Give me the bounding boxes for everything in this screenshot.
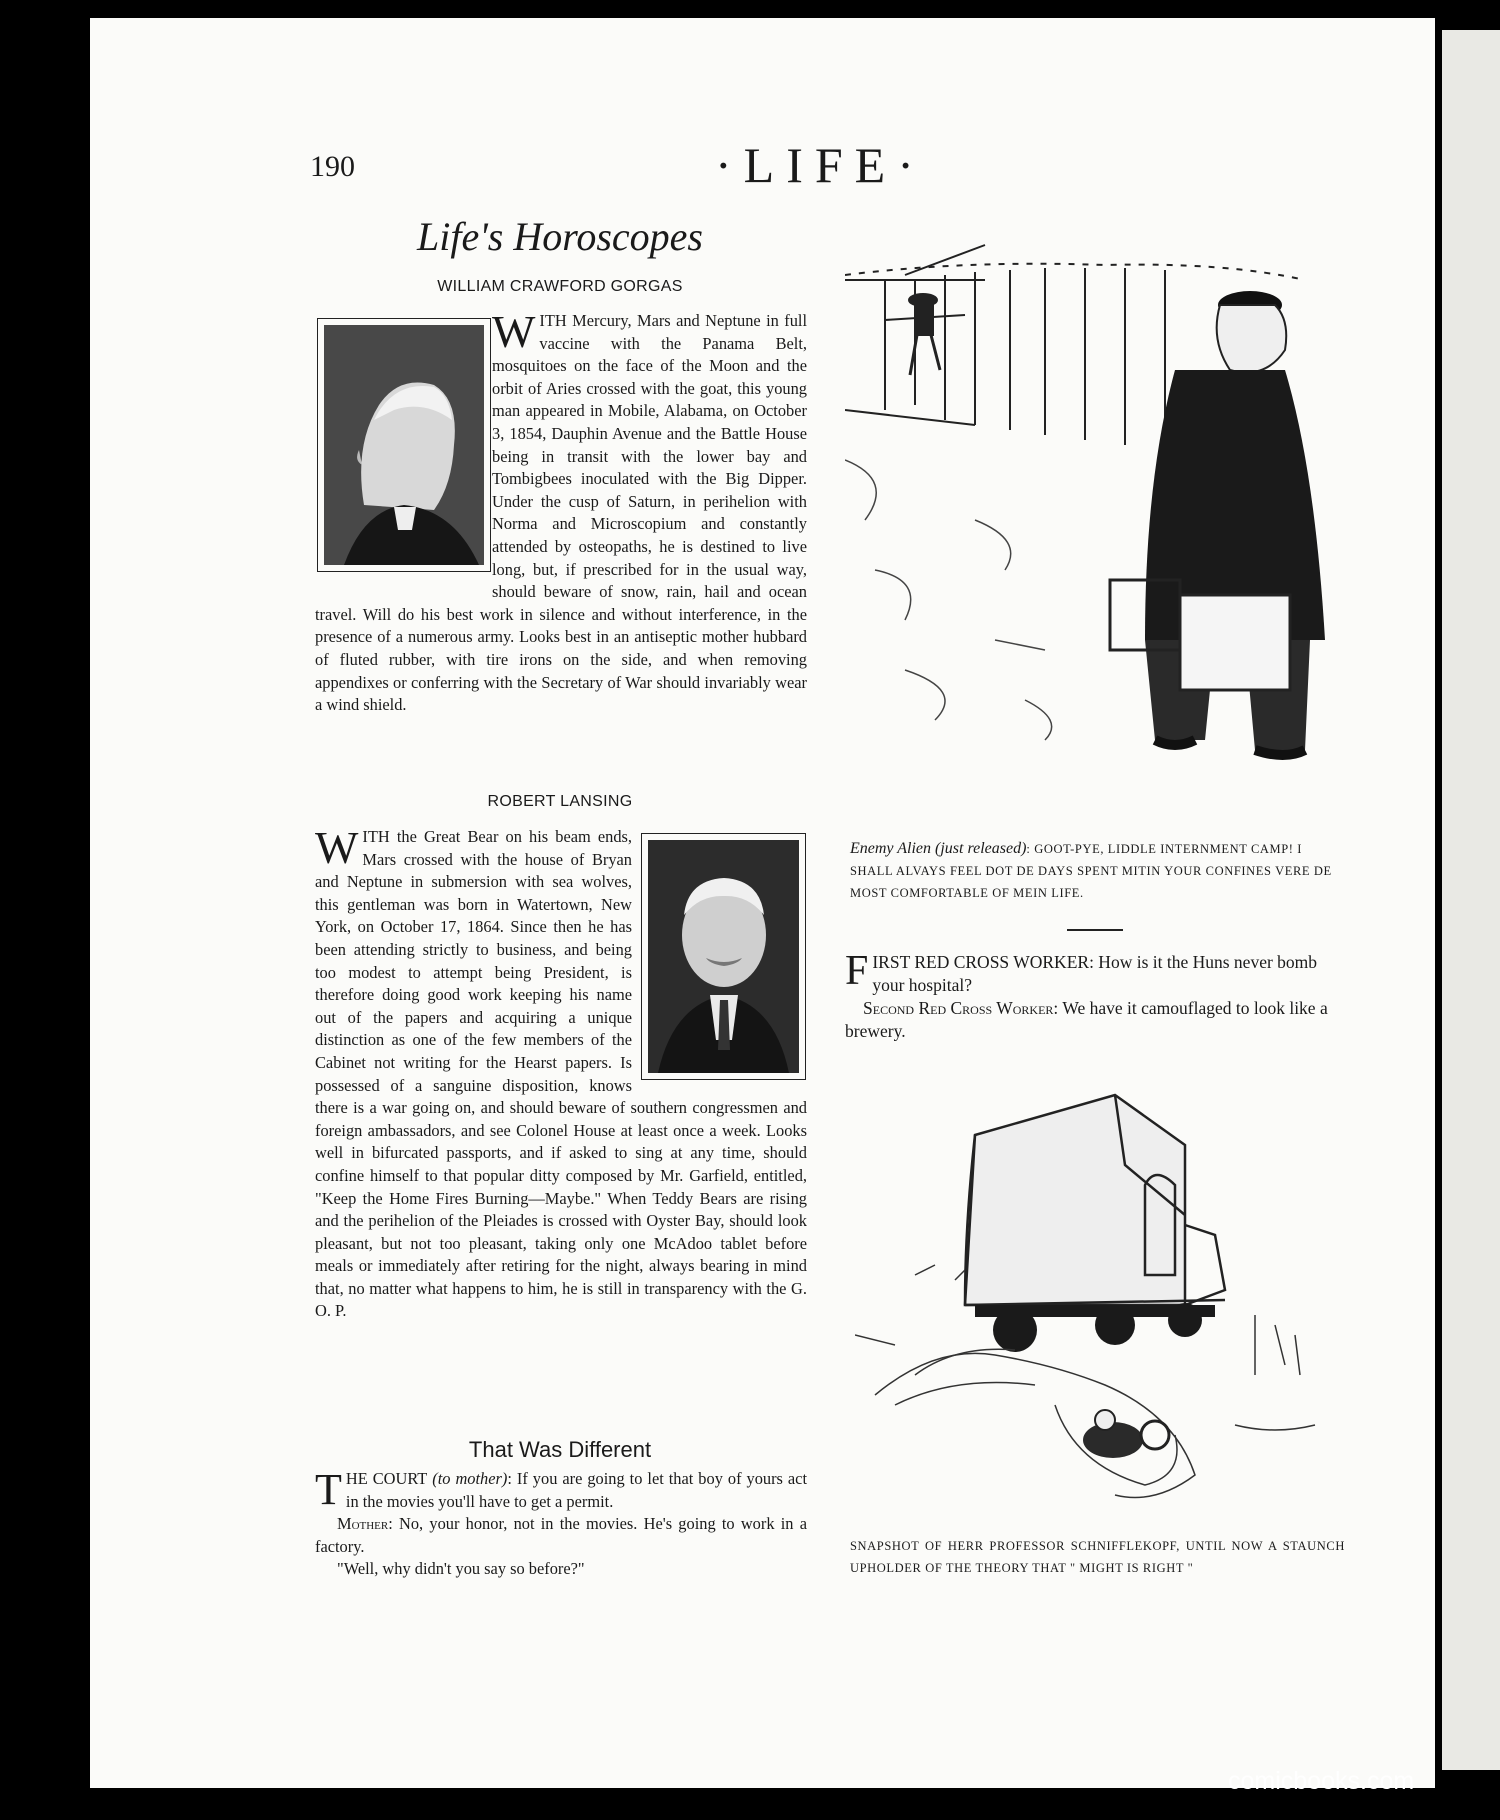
internment-camp-cartoon bbox=[845, 220, 1345, 820]
gorgas-text bbox=[315, 306, 807, 717]
next-page-edge bbox=[1442, 30, 1500, 1770]
second-worker-line: : We have it camouflaged to look like a brewery. bbox=[845, 998, 1328, 1041]
different-dialog bbox=[315, 1465, 808, 1581]
gorgas-dropcap: W bbox=[492, 306, 536, 357]
masthead: ·LIFE· bbox=[715, 137, 926, 193]
article-title: Life's Horoscopes bbox=[417, 214, 703, 259]
lansing-dropcap: W bbox=[315, 822, 359, 873]
lansing-text bbox=[315, 822, 807, 1323]
alien-caption bbox=[850, 838, 1345, 904]
mother-line: : No, your honor, not in the movies. He's going to work in a factory. bbox=[315, 1514, 807, 1556]
professor-caption: SNAPSHOT OF HERR PROFESSOR SCHNIFFLEKOPF, UNTIL NOW A STAUNCH UPHOLDER OF THE THEORY THAT " MIGHT IS RIGHT " bbox=[850, 1539, 1345, 1575]
lansing-heading: ROBERT LANSING bbox=[487, 793, 633, 810]
mother-speaker: Mother bbox=[337, 1514, 389, 1534]
gorgas-body: ITH Mercury, Mars and Neptune in full vaccine with the Panama Belt, mosquitoes on the face of the Moon and the orbit of Aries crossed with the goat, this young man appeared in Mobile, Alabama, on October 3, 1854, Dauphin Avenue and the Battle House being in transit with the lower bay and Tombigbees inoculated with the Big Dipper. Under the cusp of Saturn, in perihelion with Norma and Microscopium and constantly attended by osteopaths, he is destined to live long, but, if prescribed for in the usual way, should beware of snow, rain, hail and ocean travel. Will do his best work in silence and without interference, in the presence of a numerous army. Looks best in an antiseptic mother hubbard of fluted rubber, with tire irons on the side, and when removing appendixes or conferring with the Secretary of War should invariably wear a wind shield. bbox=[315, 311, 807, 715]
professor-truck-cartoon bbox=[855, 1075, 1335, 1520]
first-worker-line: : How is it the Huns never bomb your hospital? bbox=[872, 952, 1318, 995]
different-heading: That Was Different bbox=[468, 1437, 652, 1462]
site-watermark: comicbooks.com bbox=[1228, 1767, 1415, 1795]
first-worker-speaker: IRST RED CROSS WORKER bbox=[872, 952, 1090, 972]
section-divider bbox=[1067, 929, 1123, 931]
gorgas-heading: WILLIAM CRAWFORD GORGAS bbox=[437, 278, 683, 295]
red-cross-joke bbox=[845, 948, 1345, 1043]
lansing-body: ITH the Great Bear on his beam ends, Mars crossed with the house of Bryan and Neptune in submersion with sea wolves, this gentleman was born in Watertown, New York, on October 17, 1864. Since then he has been attending strictly to business, and being too modest to attempt being President, is therefore doing good work keeping his name out of the papers and acquiring a unique distinction as one of the few members of the Cabinet not writing for the Hearst papers. Is possessed of a sanguine disposition, knows there is a war going on, and should beware of southern congressmen and foreign ambassadors, and see Colonel House at least once a week. Looks well in bifurcated passports, and if asked to sing at any time, should confine himself to that popular ditty composed by Mr. Garfield, entitled, "Keep the Home Fires Burning—Maybe." When Teddy Bears are rising and the perihelion of the Pleiades is crossed with Oyster Bay, should look pleasant, but not too pleasant, taking only one McAdoo tablet before meals or immediately after retiring for the night, always bearing in mind that, no matter what happens to him, he is still in transparency with the G. O. P. bbox=[315, 827, 807, 1321]
court-speaker: HE COURT bbox=[345, 1469, 428, 1488]
court-direction: (to mother) bbox=[432, 1469, 508, 1488]
court-dropcap: T bbox=[315, 1465, 342, 1514]
alien-caption-text: : GOOT-PYE, LIDDLE INTERNMENT CAMP! I SHALL ALVAYS FEEL DOT DE DAYS SPENT MITIN YOUR CONFINES VERE DE MOST COMFORTABLE OF MEIN LIFE. bbox=[850, 842, 1332, 900]
alien-speaker: Enemy Alien (just released) bbox=[850, 840, 1027, 857]
red-cross-dropcap: F bbox=[845, 948, 869, 994]
page-number: 190 bbox=[310, 150, 355, 183]
final-line: "Well, why didn't you say so before?" bbox=[337, 1559, 585, 1579]
court-line: : If you are going to let that boy of yours act in the movies you'll have to get a permit. bbox=[345, 1469, 808, 1511]
second-worker-speaker: Second Red Cross Worker bbox=[863, 998, 1054, 1018]
